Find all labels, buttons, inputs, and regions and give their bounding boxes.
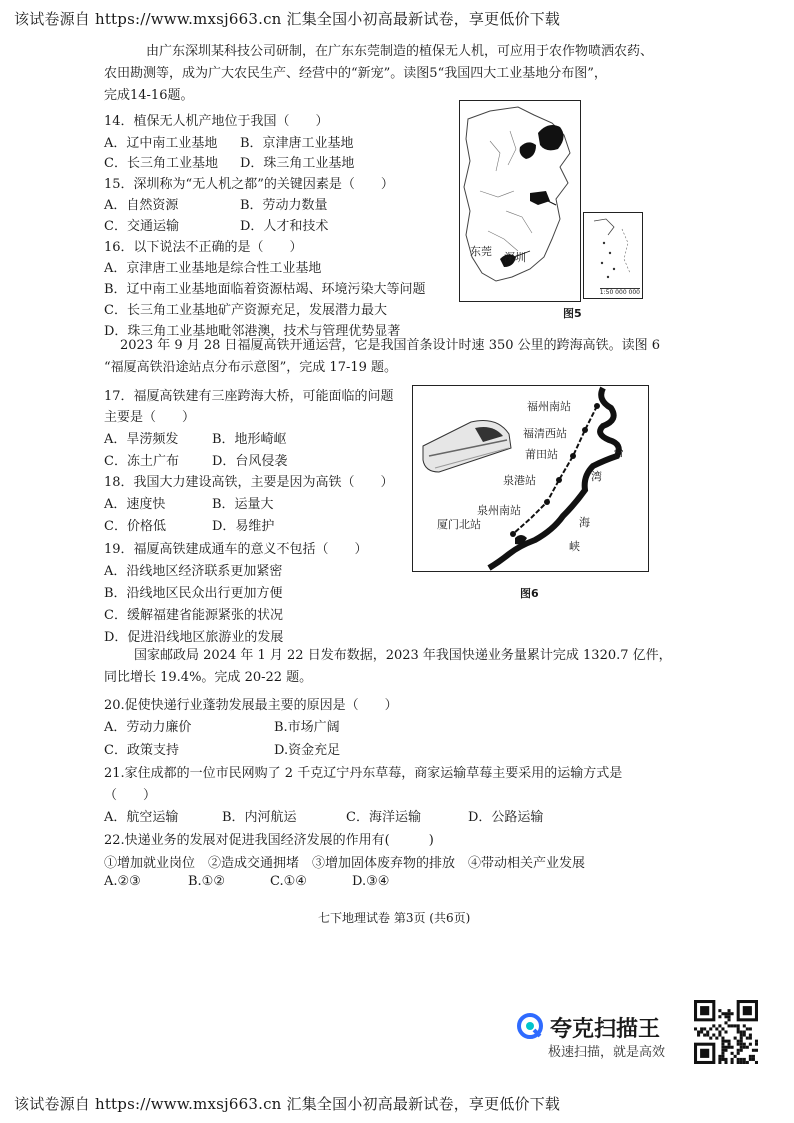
q21-option-b: B．内河航运 [222, 810, 297, 825]
q17-stem-line-2: 主要是（ ） [104, 410, 196, 425]
q15-option-d: D．人才和技术 [240, 219, 329, 234]
q15-option-b: B．劳动力数量 [240, 198, 328, 213]
source-header: 该试卷源自 https://www.mxsj663.cn 汇集全国小初高最新试卷，享更低价下载 [14, 10, 561, 28]
china-industrial-bases-map [460, 101, 580, 301]
q14-option-b: B．京津唐工业基地 [240, 136, 354, 151]
q19-option-c: C．缓解福建省能源紧张的状况 [104, 608, 283, 623]
intro-paragraph-2-line-1: 2023 年 9 月 28 日福厦高铁开通运营，它是我国首条设计时速 350 公里的跨海高铁。读图 6 [120, 338, 661, 353]
inset-scale: 1:50 000 000 [599, 289, 640, 296]
intro-paragraph-1-line-3: 完成14-16题。 [104, 88, 194, 103]
q17-stem-line-1: 17．福厦高铁建有三座跨海大桥，可能面临的问题 [104, 389, 394, 404]
figure-6-map [412, 385, 649, 572]
station-putian: 莆田站 [525, 448, 558, 461]
scanner-slogan: 极速扫描，就是高效 [548, 1045, 666, 1060]
q21-paren: （ ） [104, 788, 157, 803]
q18-option-a: A．速度快 [104, 497, 166, 512]
q15-stem: 15．深圳称为“无人机之都”的关键因素是（ ） [104, 177, 394, 192]
q17-option-a: A．旱涝频发 [104, 432, 179, 447]
intro-paragraph-1-line-2: 农田勘测等，成为广大农民生产、经营中的“新宠”。读图5“我国四大工业基地分布图”， [104, 66, 607, 81]
q22-option-d: D.③④ [352, 874, 390, 889]
q20-option-b: B.市场广阔 [274, 720, 340, 735]
station-quangang: 泉港站 [503, 474, 536, 487]
q16-option-d: D．珠三角工业基地毗邻港澳，技术与管理优势显著 [104, 324, 401, 339]
label-dongguan: 东莞 [470, 245, 492, 258]
q18-stem: 18．我国大力建设高铁，主要是因为高铁（ ） [104, 475, 394, 490]
station-xiamen-north: 厦门北站 [437, 518, 481, 531]
south-china-sea-islands-icon [584, 213, 642, 298]
q15-option-c: C．交通运输 [104, 219, 179, 234]
q14-stem: 14．植保无人机产地位于我国（ ） [104, 114, 329, 129]
q22-option-b: B.①② [188, 874, 225, 889]
changsanjiao-base-marker [530, 191, 550, 205]
q22-option-a: A.②③ [104, 874, 141, 889]
q16-option-a: A．京津唐工业基地是综合性工业基地 [104, 261, 322, 276]
figure-5-caption: 图5 [563, 307, 582, 320]
q14-option-a: A．辽中南工业基地 [104, 136, 218, 151]
q22-statements: ①增加就业岗位 ②造成交通拥堵 ③增加固体废弃物的排放 ④带动相关产业发展 [104, 856, 586, 871]
figure-6-caption: 图6 [520, 587, 539, 600]
scanner-logo-icon [517, 1013, 543, 1039]
q15-option-a: A．自然资源 [104, 198, 179, 213]
q22-stem: 22.快递业务的发展对促进我国经济发展的作用有( ) [104, 833, 434, 848]
q19-option-b: B．沿线地区民众出行更加方便 [104, 586, 283, 601]
q17-option-d: D．台风侵袭 [212, 454, 288, 469]
q20-option-c: C．政策支持 [104, 743, 179, 758]
q16-stem: 16．以下说法不正确的是（ ） [104, 240, 303, 255]
strait-label-4: 峡 [569, 540, 580, 553]
q21-stem: 21.家住成都的一位市民网购了 2 千克辽宁丹东草莓，商家运输草莓主要采用的运输方式是 [104, 766, 623, 781]
intro-paragraph-3-line-2: 同比增长 19.4%。完成 20-22 题。 [104, 670, 313, 685]
intro-paragraph-1-line-1: 由广东深圳某科技公司研制，在广东东莞制造的植保无人机，可应用于农作物喷洒农药、 [146, 44, 654, 59]
q18-option-d: D．易维护 [212, 519, 275, 534]
q22-option-c: C.①④ [270, 874, 307, 889]
q16-option-c: C．长三角工业基地矿产资源充足，发展潜力最大 [104, 303, 387, 318]
q16-option-b: B．辽中南工业基地面临着资源枯竭、环境污染大等问题 [104, 282, 426, 297]
q19-option-a: A．沿线地区经济联系更加紧密 [104, 564, 283, 579]
q20-stem: 20.促使快递行业蓬勃发展最主要的原因是（ ） [104, 698, 398, 713]
q20-option-a: A．劳动力廉价 [104, 720, 192, 735]
q19-stem: 19．福厦高铁建成通车的意义不包括（ ） [104, 542, 368, 557]
high-speed-train-icon [423, 421, 511, 473]
scanner-brand-name: 夸克扫描王 [550, 1017, 661, 1042]
q20-option-d: D.资金充足 [274, 743, 341, 758]
q18-option-b: B．运量大 [212, 497, 274, 512]
qr-code-icon [694, 1000, 758, 1064]
q17-option-b: B．地形崎岖 [212, 432, 287, 447]
south-china-sea-inset [583, 212, 643, 299]
strait-label-1: 台 [613, 446, 624, 459]
strait-label-3: 海 [579, 516, 590, 529]
intro-paragraph-3-line-1: 国家邮政局 2024 年 1 月 22 日发布数据，2023 年我国快递业务量累计完成 1320.7 亿件， [134, 648, 672, 663]
figure-5-map [459, 100, 581, 302]
intro-paragraph-2-line-2: “福厦高铁沿途站点分布示意图”，完成 17-19 题。 [104, 360, 398, 375]
q19-option-d: D．促进沿线地区旅游业的发展 [104, 630, 284, 645]
q21-option-a: A．航空运输 [104, 810, 179, 825]
q17-option-c: C．冻土广布 [104, 454, 179, 469]
strait-label-2: 湾 [591, 470, 602, 483]
source-footer: 该试卷源自 https://www.mxsj663.cn 汇集全国小初高最新试卷，享更低价下载 [14, 1095, 561, 1113]
q14-option-c: C．长三角工业基地 [104, 156, 218, 171]
q14-option-d: D．珠三角工业基地 [240, 156, 355, 171]
q21-option-c: C．海洋运输 [346, 810, 421, 825]
label-shenzhen: 深圳 [504, 251, 526, 264]
station-fuqing-west: 福清西站 [523, 427, 567, 440]
liaozhongnan-base-marker [538, 125, 564, 150]
station-fuzhou-south: 福州南站 [527, 400, 571, 413]
q18-option-c: C．价格低 [104, 519, 166, 534]
q21-option-d: D．公路运输 [468, 810, 544, 825]
jingjintang-base-marker [520, 142, 536, 159]
station-quanzhou-south: 泉州南站 [477, 504, 521, 517]
page-number-footer: 七下地理试卷 第3页 (共6页) [318, 911, 471, 925]
